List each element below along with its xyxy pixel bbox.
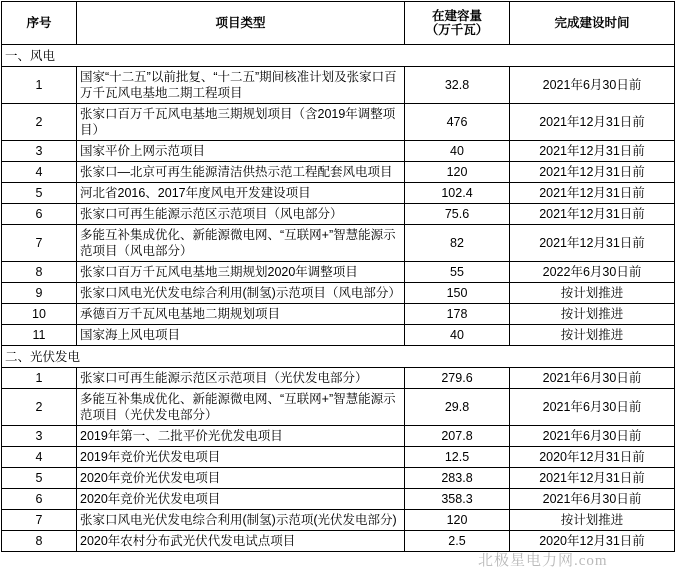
cell-project-name: 国家海上风电项目 [77,325,405,346]
table-row [2,510,675,531]
cell-finish-time: 按计划推进 [510,283,675,304]
cell-project-name: 国家“十二五”以前批复、“十二五”期间核准计划及张家口百万千瓦风电基地二期工程项目 [77,67,405,104]
cell-index: 4 [2,447,77,468]
cell-capacity: 283.8 [405,468,510,489]
section-title: 二、光伏发电 [2,346,675,368]
cell-capacity: 120 [405,510,510,531]
table-row [2,304,675,325]
cell-index: 7 [2,225,77,262]
cell-finish-time: 2021年12月31日前 [510,162,675,183]
table-row [2,368,675,389]
cell-project-name: 张家口—北京可再生能源清洁供热示范工程配套风电项目 [77,162,405,183]
cell-project-name: 承德百万千瓦风电基地二期规划项目 [77,304,405,325]
table-row [2,225,675,262]
cell-capacity: 476 [405,104,510,141]
table-header-row [2,2,675,45]
cell-index: 4 [2,162,77,183]
cell-index: 7 [2,510,77,531]
cell-project-name: 2020年竞价光伏发电项目 [77,489,405,510]
cell-finish-time: 2020年12月31日前 [510,531,675,552]
cell-finish-time: 2021年12月31日前 [510,183,675,204]
cell-index: 1 [2,67,77,104]
header-finish-time: 完成建设时间 [510,2,675,45]
cell-capacity: 40 [405,141,510,162]
cell-finish-time: 2021年12月31日前 [510,468,675,489]
cell-project-name: 多能互补集成优化、新能源微电网、“互联网+”智慧能源示范项目（风电部分） [77,225,405,262]
cell-project-name: 河北省2016、2017年度风电开发建设项目 [77,183,405,204]
cell-capacity: 40 [405,325,510,346]
cell-capacity: 120 [405,162,510,183]
cell-finish-time: 按计划推进 [510,510,675,531]
section-row [2,346,675,368]
cell-project-name: 2019年竞价光伏发电项目 [77,447,405,468]
table-row [2,531,675,552]
cell-capacity: 358.3 [405,489,510,510]
table-row [2,325,675,346]
cell-finish-time: 2022年6月30日前 [510,262,675,283]
cell-index: 5 [2,468,77,489]
cell-capacity: 150 [405,283,510,304]
cell-finish-time: 2021年6月30日前 [510,389,675,426]
cell-capacity: 82 [405,225,510,262]
cell-project-name: 张家口可再生能源示范区示范项目（光伏发电部分） [77,368,405,389]
cell-finish-time: 按计划推进 [510,304,675,325]
table-row [2,447,675,468]
cell-finish-time: 2021年6月30日前 [510,489,675,510]
cell-capacity: 32.8 [405,67,510,104]
cell-project-name: 张家口风电光伏发电综合利用(制氢)示范项目（风电部分） [77,283,405,304]
cell-index: 1 [2,368,77,389]
table-header [2,2,675,45]
cell-index: 5 [2,183,77,204]
table-body [2,45,675,552]
table-row [2,104,675,141]
header-capacity-line1: 在建容量 [431,8,482,23]
table-row [2,262,675,283]
watermark: 北极星电力网.com [478,553,608,569]
cell-project-name: 张家口百万千瓦风电基地三期规划项目（含2019年调整项目） [77,104,405,141]
table-row [2,426,675,447]
table-row [2,204,675,225]
table-row [2,183,675,204]
cell-capacity: 102.4 [405,183,510,204]
cell-project-name: 2019年第一、二批平价光优发电项目 [77,426,405,447]
table-row [2,389,675,426]
cell-capacity: 29.8 [405,389,510,426]
cell-finish-time: 2020年12月31日前 [510,447,675,468]
cell-project-name: 2020年竞价光伏发电项目 [77,468,405,489]
cell-project-name: 2020年农村分布武光伏代发电试点项目 [77,531,405,552]
table-row [2,67,675,104]
table-row [2,162,675,183]
cell-finish-time: 2021年12月31日前 [510,225,675,262]
cell-index: 11 [2,325,77,346]
cell-index: 9 [2,283,77,304]
cell-finish-time: 2021年6月30日前 [510,426,675,447]
cell-project-name: 张家口百万千瓦风电基地三期规划2020年调整项目 [77,262,405,283]
section-title: 一、风电 [2,45,675,67]
cell-finish-time: 2021年12月31日前 [510,141,675,162]
header-project-type: 项目类型 [77,2,405,45]
section-row [2,45,675,67]
table-row [2,468,675,489]
cell-project-name: 国家平价上网示范项目 [77,141,405,162]
table-row [2,283,675,304]
cell-index: 3 [2,426,77,447]
cell-index: 6 [2,489,77,510]
cell-capacity: 55 [405,262,510,283]
cell-capacity: 279.6 [405,368,510,389]
cell-index: 2 [2,104,77,141]
table-row [2,489,675,510]
cell-index: 2 [2,389,77,426]
cell-capacity: 2.5 [405,531,510,552]
cell-index: 6 [2,204,77,225]
cell-index: 8 [2,262,77,283]
project-table [1,1,675,552]
cell-finish-time: 2021年6月30日前 [510,368,675,389]
cell-index: 10 [2,304,77,325]
cell-capacity: 207.8 [405,426,510,447]
cell-finish-time: 2021年12月31日前 [510,204,675,225]
header-index: 序号 [2,2,77,45]
cell-capacity: 178 [405,304,510,325]
cell-index: 8 [2,531,77,552]
table-row [2,141,675,162]
cell-finish-time: 2021年12月31日前 [510,104,675,141]
cell-project-name: 张家口可再生能源示范区示范项目（风电部分） [77,204,405,225]
header-capacity-line2: （万千瓦） [425,23,489,37]
cell-project-name: 多能互补集成优化、新能源微电网、“互联网+”智慧能源示范项目（光伏发电部分） [77,389,405,426]
cell-index: 3 [2,141,77,162]
cell-finish-time: 2021年6月30日前 [510,67,675,104]
cell-project-name: 张家口风电光伏发电综合利用(制氢)示范项(光伏发电部分) [77,510,405,531]
cell-capacity: 12.5 [405,447,510,468]
header-capacity [405,2,510,45]
cell-finish-time: 按计划推进 [510,325,675,346]
cell-capacity: 75.6 [405,204,510,225]
